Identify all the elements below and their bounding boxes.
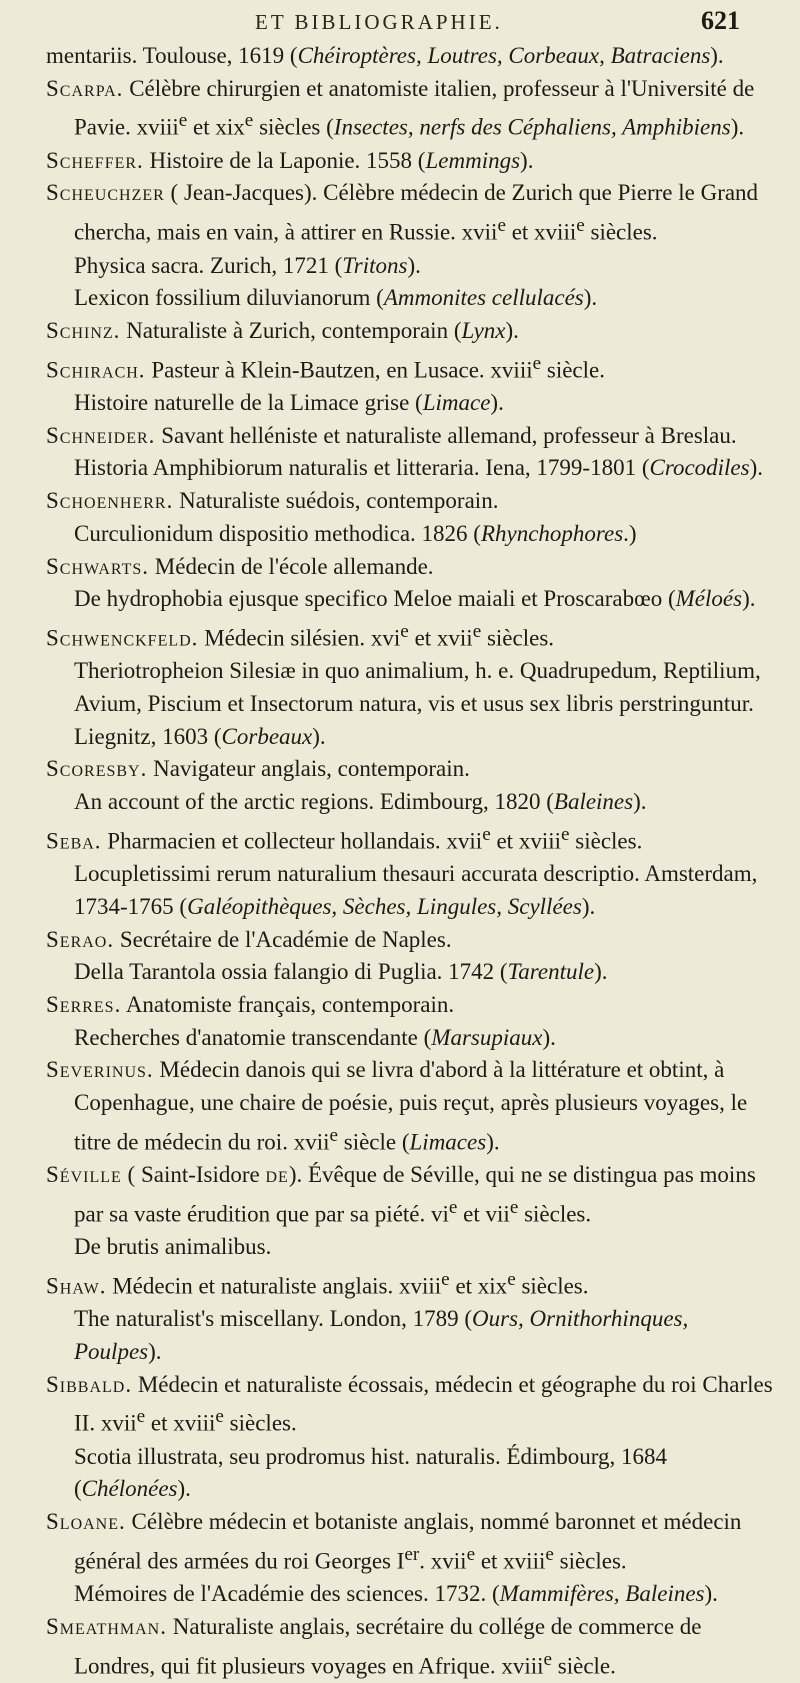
author-name: Scheffer. bbox=[46, 147, 144, 173]
entry-sloane: Sloane. Célèbre médecin et botaniste anglais, nommé baronnet et médecin général des armées du roi Georges Ier. xvii$^e$ et xviii$^e$ siècles. Mémoires de l'Académie des sciences. 1732. (Mammifères, Baleines). bbox=[46, 1509, 742, 1607]
author-name: Severinus. bbox=[46, 1057, 154, 1083]
entry-schoenherr: Schoenherr. Naturaliste suédois, contemporain. Curculionidum dispositio methodica. 1826 (Rhynchophores.) bbox=[46, 488, 637, 546]
author-name: Serres. bbox=[46, 991, 122, 1017]
author-name: Seba. bbox=[46, 828, 102, 854]
author-name: Schoenherr. bbox=[46, 488, 174, 514]
author-name: Scarpa. bbox=[46, 75, 124, 101]
entry-serao: Serao. Secrétaire de l'Académie de Naples. Della Tarantola ossia falangio di Puglia. 1742 (Tarentule). bbox=[46, 926, 608, 985]
author-name: Schneider. bbox=[46, 422, 156, 448]
entry-sibbald: Sibbald. Médecin et naturaliste écossais, médecin et géographe du roi Charles II. xvii$^e$ et xviii$^e$ siècles. Scotia illustrata, seu prodromus hist. naturalis. Édimbourg, 1684 (Chélonées). bbox=[46, 1371, 773, 1502]
author-name: Serao. bbox=[46, 926, 115, 952]
entry-smeathman: Smeathman. Naturaliste anglais, secrétaire du collége de commerce de Londres, qui fit plusieurs voyages en Afrique. xviii$^e$ siècle. bbox=[46, 1613, 702, 1679]
bibliography-text bbox=[46, 40, 776, 1683]
author-name: Schirach. bbox=[46, 357, 146, 383]
entry-schwenckfeld: Schwenckfeld. Médecin silésien. xvi$^e$ et xvii$^e$ siècles. Theriotropheion Silesiæ in quo animalium, h. e. Quadrupedum, Reptilium, Avium, Piscium et Insectorum natura, vis et usus sex libris perstringuntur. Liegnitz, 1603 (Corbeaux). bbox=[46, 620, 761, 749]
entry-schinz: Schinz. Naturaliste à Zurich, contemporain (Lynx). bbox=[46, 317, 519, 343]
entry-continuation: mentariis. Toulouse, 1619 (Chéiroptères, Loutres, Corbeaux, Batraciens). bbox=[46, 43, 724, 68]
entry-seville: Séville ( Saint-Isidore de). Évêque de Séville, qui ne se distingua pas moins par sa vaste érudition que par sa piété. $vi^e$ et vii$^e$ siècles. De brutis animalibus. bbox=[46, 1162, 756, 1260]
entry-shaw: Shaw. Médecin et naturaliste anglais. xviii$^e$ et xix$^e$ siècles. The naturalist's miscellany. London, 1789 (Ours, Ornithorhinques, Poulpes). bbox=[46, 1268, 689, 1364]
entry-scheuchzer: Scheuchzer ( Jean-Jacques). Célèbre médecin de Zurich que Pierre le Grand chercha, mais en vain, à attirer en Russie. xvii$^e$ et xviii$^e$ siècles. Physica sacra. Zurich, 1721 (Tritons). Lexicon fossilium diluvianorum (Ammonites cellulacés). bbox=[46, 180, 759, 311]
page-number: 621 bbox=[701, 6, 740, 35]
entry-scoresby: Scoresby. Navigateur anglais, contemporain. An account of the arctic regions. Edimbourg, 1820 (Baleines). bbox=[46, 756, 647, 815]
author-name: Schinz. bbox=[46, 317, 121, 343]
entry-seba: Seba. Pharmacien et collecteur hollandais. xvii$^e$ et xviii$^e$ siècles. Locupletissimi rerum naturalium thesauri accurata descriptio. Amsterdam, 1734-1765 (Galéopithèques, Sèches, Lingules, Scyllées). bbox=[46, 823, 758, 919]
author-name: Scheuchzer bbox=[46, 180, 165, 206]
author-name: Smeathman. bbox=[46, 1613, 167, 1639]
running-title: ET BIBLIOGRAPHIE. bbox=[255, 10, 503, 34]
entry-scarpa: Scarpa. Célèbre chirurgien et anatomiste italien, professeur à l'Université de Pavie. xviii$^e$ et xix$^e$ siècles (Insectes, nerfs des Céphaliens, Amphibiens). bbox=[46, 75, 755, 141]
page-header bbox=[0, 6, 800, 36]
author-name: Sibbald. bbox=[46, 1371, 133, 1397]
author-name: Sloane. bbox=[46, 1509, 126, 1535]
entry-severinus: Severinus. Médecin danois qui se livra d'abord à la littérature et obtint, à Copenhague, une chaire de poésie, puis reçut, après plusieurs voyages, le titre de médecin du roi. xvii$^e$ siècle (Limaces). bbox=[46, 1057, 748, 1155]
author-name: Séville bbox=[46, 1162, 122, 1188]
entry-schirach: Schirach. Pasteur à Klein-Bautzen, en Lusace. xviii$^e$ siècle. Histoire naturelle de la Limace grise (Limace). bbox=[46, 352, 605, 415]
entry-scheffer: Scheffer. Histoire de la Laponie. 1558 (Lemmings). bbox=[46, 147, 534, 173]
entry-serres: Serres. Anatomiste français, contemporain. Recherches d'anatomie transcendante (Marsupiaux). bbox=[46, 991, 556, 1050]
author-name: Schwenckfeld. bbox=[46, 625, 199, 651]
author-name: Shaw. bbox=[46, 1273, 107, 1299]
author-name: Schwarts. bbox=[46, 553, 150, 579]
author-name: Scoresby. bbox=[46, 756, 148, 782]
entry-schneider: Schneider. Savant helléniste et naturaliste allemand, professeur à Breslau. Historia Amphibiorum naturalis et litteraria. Iena, 1799-1801 (Crocodiles). bbox=[46, 422, 764, 481]
entry-schwarts: Schwarts. Médecin de l'école allemande. De hydrophobia ejusque specifico Meloe maiali et Proscarabœo (Méloés). bbox=[46, 553, 756, 612]
